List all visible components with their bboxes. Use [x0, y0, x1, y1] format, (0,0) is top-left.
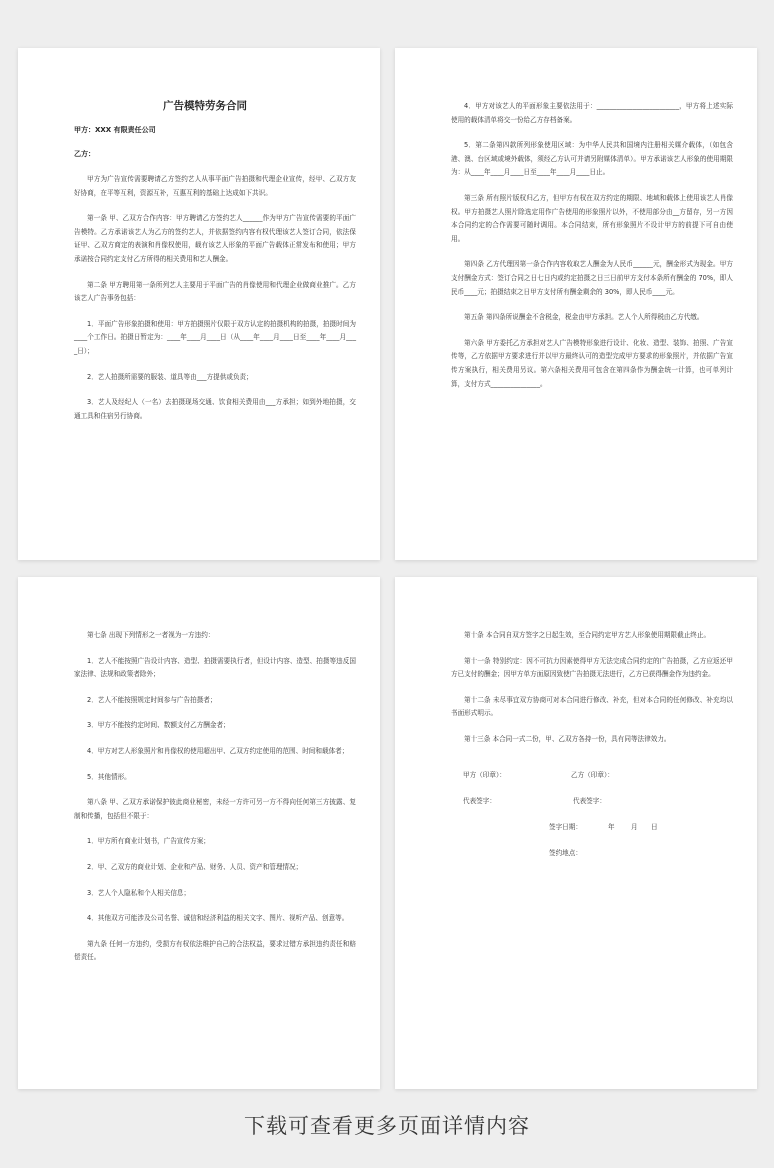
list-item: 2．甲、乙双方的商业计划、企业和产品、财务、人员、资产和管理情况；	[87, 862, 303, 871]
list-item: 4．甲方对艺人形象照片和肖像权的使用超出甲、乙双方约定使用的范围、时间和载体者；	[87, 746, 349, 755]
list-item: 1．艺人不能按照广告设计内容、造型、拍摄需要执行者，但设计内容、造型、拍摄等违反国家法律、法规和政策者除外；	[74, 656, 356, 679]
sign-place-label: 签约地点：	[549, 848, 582, 857]
paragraph: 第二条 甲方聘用第一条所列艺人主要用于平面广告的肖像使用和代理企业做商业推广。乙方该艺人广告事务包括：	[74, 280, 356, 303]
paragraph: 第十一条 特别约定：因不可抗力因素使得甲方无法完成合同约定的广告拍摄，乙方应返还甲方已支付的酬金；因甲方单方面原因致使广告拍摄无法进行，乙方已获得酬金作为违约金。	[451, 656, 733, 679]
paragraph: 第五条 第四条所说酬金不含税金，税金由甲方承担。艺人个人所得税由乙方代缴。	[464, 313, 704, 322]
paragraph: 第一条 甲、乙双方合作内容：甲方聘请乙方签约艺人______作为甲方广告宣传需要的平面广告模特。乙方承诺该艺人为乙方的签约艺人，并依据签约内容有权代理该艺人签订合同，依法保证甲、乙双方商定的表演和肖像权使用，载有该艺人形象的平面广告载体正常发布和使用；甲方承诺按合同约定支付乙方所得的相关费用和艺人酬金。	[74, 214, 356, 263]
download-prompt: 下载可查看更多页面详情内容	[244, 1114, 530, 1138]
document-page-1	[18, 48, 380, 560]
list-item: 1．甲方所有商业计划书，广告宣传方案；	[87, 837, 210, 846]
document-page-3	[18, 577, 380, 1089]
party-a-line: 甲方：XXX 有限责任公司	[74, 126, 156, 134]
party-a-seal-label: 甲方（印章）：	[463, 770, 506, 779]
list-item: 5．其他情形。	[87, 772, 131, 781]
list-item: 2．艺人不能按照规定时间参与广告拍摄者；	[87, 695, 217, 704]
paragraph: 第十二条 未尽事宜双方协商可对本合同进行修改、补充，但对本合同的任何修改、补充均以书面形式明示。	[451, 695, 733, 718]
paragraph: 第三条 所有照片版权归乙方，但甲方有权在双方约定的期限、地域和载体上使用该艺人肖像权。甲方拍摄艺人照片除选定用作广告使用的形象照片以外，不使用部分由__方留存，另一方因本合同约定的合作需要可随时调用。本合同结束，所有形象照片不设计甲方的前提下可自由使用。	[451, 193, 733, 243]
sign-date-label: 签字日期：	[549, 822, 582, 831]
list-item: 3．艺人个人隐私和个人相关信息；	[87, 888, 191, 897]
paragraph: 第十三条 本合同一式二份，甲、乙双方各持一份，具有同等法律效力。	[464, 734, 671, 743]
list-item: 1．平面广告形象拍摄和使用：甲方拍摄照片仅限于双方认定的拍摄机构的拍摄，拍摄时间为____个工作日。拍摄日暂定为：____年____月____日（从____年____月____日至____年____月____日）；	[74, 319, 356, 355]
party-b-line: 乙方：	[74, 150, 95, 158]
list-item: 3．甲方不能按约定时间、数额支付乙方酬金者；	[87, 721, 230, 730]
paragraph: 第四条 乙方代理因第一条合作内容收取艺人酬金为人民币______元，酬金形式为现金。甲方支付酬金方式：签订合同之日七日内或约定拍摄之日三日前甲方支付本条所有酬金的 70%，即人民币____元；拍摄结束之日甲方支付所有酬金剩余的 30%，即人民币____元。	[451, 260, 733, 296]
sign-place-row	[451, 847, 733, 857]
date-day: 日	[651, 822, 658, 831]
date-year: 年	[608, 822, 615, 831]
paragraph: 第十条 本合同自双方签字之日起生效，至合同约定甲方艺人形象使用期限截止终止。	[464, 631, 711, 639]
list-item: 4．其他双方可能涉及公司名誉、诚信和经济利益的相关文字、图片、视听产品、创意等。	[87, 914, 349, 923]
list-item: 5．第二条第四款所列形象使用区域：为中华人民共和国境内注册相关媒介载体，（如包含港、澳、台区域或境外载体，须经乙方认可并请另附媒体清单）。甲方承诺该艺人形象的使用期限为：从____年____月____日至____年____月____日止。	[451, 141, 733, 177]
contract-title: 广告模特劳务合同	[163, 100, 247, 112]
paragraph: 第九条 任何一方违约，受损方有权依法维护自己的合法权益，要求过错方承担违约责任和赔偿责任。	[74, 939, 356, 962]
sign-date-row	[451, 821, 733, 831]
party-b-rep-label: 代表签字：	[573, 796, 606, 805]
paragraph: 第七条 出现下列情形之一者视为一方违约：	[87, 631, 215, 639]
document-page-2	[395, 48, 757, 560]
party-b-seal-label: 乙方（印章）：	[571, 770, 614, 779]
seal-row	[451, 769, 733, 779]
list-item: 4．甲方对该艺人的平面形象主要依法用于：_________________________，甲方将上述实际使用的载体清单将交一份给乙方存档备案。	[451, 102, 733, 124]
paragraph: 第六条 甲方委托乙方承担对艺人广告模特形象进行设计、化妆、造型、装饰、拍照、广告宣传等，乙方依据甲方要求进行并以甲方最终认可的造型完成甲方要求的形象照片，并依据广告宣传方案执行，相关费用另议。第六条相关费用可包含在第四条作为酬金统一计算，也可单列计算，支付方式_______________。	[451, 338, 733, 388]
representative-row	[451, 795, 733, 805]
paragraph: 第八条 甲、乙双方承诺保护彼此商业秘密，未经一方许可另一方不得向任何第三方披露、复制和传播，包括但不限于：	[74, 798, 356, 820]
list-item: 2．艺人拍摄所需要的服装、道具等由___方提供或负责；	[87, 372, 253, 381]
paragraph: 甲方为广告宣传需要聘请乙方签约艺人从事平面广告拍摄和代理企业宣传，经甲、乙双方友好协商，在平等互利，资源互补，互惠互利的基础上达成如下共识。	[74, 175, 356, 197]
party-a-rep-label: 代表签字：	[463, 796, 496, 805]
list-item: 3．艺人及经纪人（一名）去拍摄现场交通、饮食相关费用由___方承担；如到外地拍摄，交通工具和住宿另行协商。	[74, 398, 356, 420]
date-month: 月	[631, 822, 638, 831]
document-page-4	[395, 577, 757, 1089]
